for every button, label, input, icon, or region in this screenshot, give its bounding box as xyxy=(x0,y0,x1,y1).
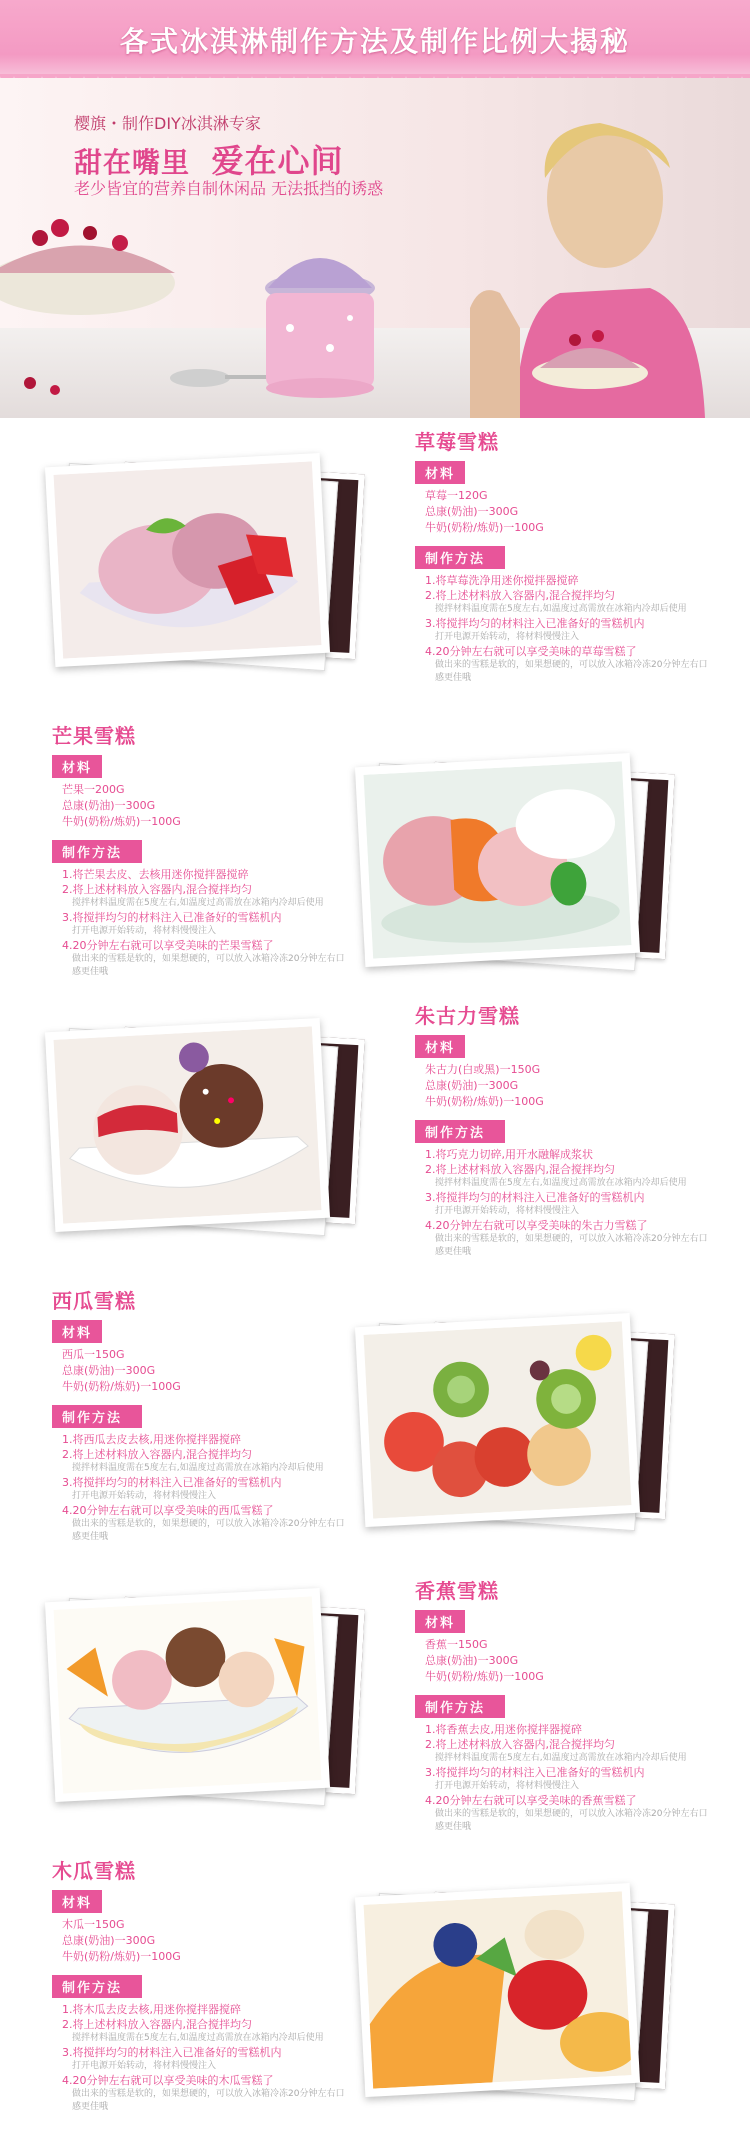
step-text: 1.将木瓜去皮去核,用迷你搅拌器搅碎 xyxy=(62,2003,241,2016)
step-list xyxy=(415,573,715,685)
step-text: 3.将搅拌均匀的材料注入已准备好的雪糕机内 xyxy=(425,617,645,630)
recipe-section-banana xyxy=(0,1575,750,1835)
step-text: 2.将上述材料放入容器内,混合搅拌均匀 xyxy=(62,2018,252,2031)
hero-slogan-part-b: 爱在心间 xyxy=(211,142,344,180)
recipe-chocolate xyxy=(415,1000,715,1259)
step-hint: 做出来的雪糕是软的，如果想硬的，可以放入冰箱冷冻20分钟左右口感更佳哦 xyxy=(435,660,708,683)
recipe-photo-watermelon xyxy=(360,1320,635,1520)
materials-tag: 材料 xyxy=(415,461,465,484)
step-hint: 打开电源开始转动，将材料慢慢注入 xyxy=(435,1206,580,1216)
banana-ice-cream-image xyxy=(53,1596,321,1793)
materials-tag: 材料 xyxy=(52,755,102,778)
step-text: 3.将搅拌均匀的材料注入已准备好的雪糕机内 xyxy=(425,1766,645,1779)
recipe-section-chocolate xyxy=(0,1000,750,1260)
strawberry-ice-cream-image xyxy=(53,461,321,658)
materials-tag: 材料 xyxy=(52,1890,102,1913)
ingredient-item: 木瓜一150G xyxy=(62,1918,125,1931)
recipe-title: 木瓜雪糕 xyxy=(52,1859,136,1883)
step-hint: 搅拌材料温度需在5度左右,如温度过高需放在冰箱内冷却后使用 xyxy=(72,898,324,908)
step-hint: 打开电源开始转动，将材料慢慢注入 xyxy=(435,632,580,642)
hero-subtitle: 老少皆宜的营养自制休闲品 无法抵挡的诱惑 xyxy=(74,179,384,198)
step-hint: 搅拌材料温度需在5度左右,如温度过高需放在冰箱内冷却后使用 xyxy=(435,604,687,614)
ingredient-item: 总康(奶油)一300G xyxy=(425,1079,519,1092)
hero-slogan-part-a: 甜在嘴里 xyxy=(74,146,191,179)
recipe-banana xyxy=(415,1575,715,1834)
recipe-papaya xyxy=(52,1855,352,2114)
step-hint: 搅拌材料温度需在5度左右,如温度过高需放在冰箱内冷却后使用 xyxy=(72,2033,324,2043)
step-text: 4.20分钟左右就可以享受美味的西瓜雪糕了 xyxy=(62,1504,274,1517)
ingredient-list xyxy=(415,1637,715,1685)
step-hint: 做出来的雪糕是软的，如果想硬的，可以放入冰箱冷冻20分钟左右口感更佳哦 xyxy=(72,954,345,977)
step-text: 3.将搅拌均匀的材料注入已准备好的雪糕机内 xyxy=(62,2046,282,2059)
step-text: 4.20分钟左右就可以享受美味的草莓雪糕了 xyxy=(425,645,637,658)
step-hint: 搅拌材料温度需在5度左右,如温度过高需放在冰箱内冷却后使用 xyxy=(72,1463,324,1473)
recipe-title: 芒果雪糕 xyxy=(52,724,136,748)
step-text: 4.20分钟左右就可以享受美味的木瓜雪糕了 xyxy=(62,2074,274,2087)
step-text: 3.将搅拌均匀的材料注入已准备好的雪糕机内 xyxy=(425,1191,645,1204)
step-list xyxy=(52,867,352,979)
recipe-section-papaya xyxy=(0,1855,750,2125)
step-hint: 打开电源开始转动，将材料慢慢注入 xyxy=(72,1491,217,1501)
materials-tag: 材料 xyxy=(415,1610,465,1633)
step-hint: 打开电源开始转动，将材料慢慢注入 xyxy=(72,2061,217,2071)
step-hint: 做出来的雪糕是软的，如果想硬的，可以放入冰箱冷冻20分钟左右口感更佳哦 xyxy=(435,1809,708,1832)
header-banner xyxy=(0,0,750,78)
recipe-section-watermelon xyxy=(0,1285,750,1545)
recipe-photo-papaya xyxy=(360,1890,635,2090)
step-text: 1.将芒果去皮、去核用迷你搅拌器搅碎 xyxy=(62,868,249,881)
recipe-photo-mango xyxy=(360,760,635,960)
ingredient-item: 芒果一200G xyxy=(62,783,125,796)
step-hint: 搅拌材料温度需在5度左右,如温度过高需放在冰箱内冷却后使用 xyxy=(435,1753,687,1763)
recipe-photo-strawberry xyxy=(50,460,325,660)
step-text: 1.将草莓洗净用迷你搅拌器搅碎 xyxy=(425,574,579,587)
recipe-mango xyxy=(52,720,352,979)
materials-tag: 材料 xyxy=(415,1035,465,1058)
ingredient-list xyxy=(52,1347,352,1395)
step-hint: 做出来的雪糕是软的，如果想硬的，可以放入冰箱冷冻20分钟左右口感更佳哦 xyxy=(72,2089,345,2112)
ingredient-item: 牛奶(奶粉/炼奶)一100G xyxy=(425,521,544,534)
ingredient-item: 草莓一120G xyxy=(425,489,488,502)
step-hint: 做出来的雪糕是软的，如果想硬的，可以放入冰箱冷冻20分钟左右口感更佳哦 xyxy=(72,1519,345,1542)
ingredient-item: 香蕉一150G xyxy=(425,1638,488,1651)
step-list xyxy=(415,1147,715,1259)
ingredient-list xyxy=(52,1917,352,1965)
recipe-section-mango xyxy=(0,720,750,980)
recipe-title: 草莓雪糕 xyxy=(415,430,499,454)
step-hint: 做出来的雪糕是软的，如果想硬的，可以放入冰箱冷冻20分钟左右口感更佳哦 xyxy=(435,1234,708,1257)
step-list xyxy=(52,2002,352,2114)
recipe-watermelon xyxy=(52,1285,352,1544)
ingredient-item: 总康(奶油)一300G xyxy=(425,505,519,518)
step-list xyxy=(52,1432,352,1544)
ingredient-item: 牛奶(奶粉/炼奶)一100G xyxy=(62,815,181,828)
method-tag: 制作方法 xyxy=(415,1695,505,1718)
ingredient-list xyxy=(415,488,715,536)
recipe-title: 香蕉雪糕 xyxy=(415,1579,499,1603)
ingredient-item: 牛奶(奶粉/炼奶)一100G xyxy=(425,1670,544,1683)
step-text: 2.将上述材料放入容器内,混合搅拌均匀 xyxy=(62,883,252,896)
ingredient-item: 西瓜一150G xyxy=(62,1348,125,1361)
method-tag: 制作方法 xyxy=(415,546,505,569)
step-text: 2.将上述材料放入容器内,混合搅拌均匀 xyxy=(425,589,615,602)
step-hint: 搅拌材料温度需在5度左右,如温度过高需放在冰箱内冷却后使用 xyxy=(435,1178,687,1188)
step-text: 1.将巧克力切碎,用开水融解成浆状 xyxy=(425,1148,593,1161)
chocolate-ice-cream-image xyxy=(53,1026,321,1223)
step-hint: 打开电源开始转动，将材料慢慢注入 xyxy=(435,1781,580,1791)
hero-brand: 樱旗・制作DIY冰淇淋专家 xyxy=(74,114,261,133)
step-text: 2.将上述材料放入容器内,混合搅拌均匀 xyxy=(62,1448,252,1461)
step-text: 1.将香蕉去皮,用迷你搅拌器搅碎 xyxy=(425,1723,582,1736)
step-text: 3.将搅拌均匀的材料注入已准备好的雪糕机内 xyxy=(62,1476,282,1489)
step-text: 4.20分钟左右就可以享受美味的朱古力雪糕了 xyxy=(425,1219,648,1232)
ingredient-item: 总康(奶油)一300G xyxy=(62,799,156,812)
ingredient-item: 朱古力(白或黑)一150G xyxy=(425,1063,541,1076)
ingredient-item: 总康(奶油)一300G xyxy=(62,1934,156,1947)
ingredient-item: 总康(奶油)一300G xyxy=(425,1654,519,1667)
recipe-photo-banana xyxy=(50,1595,325,1795)
papaya-ice-cream-image xyxy=(363,1891,631,2088)
page-title: 各式冰淇淋制作方法及制作比例大揭秘 xyxy=(119,25,630,58)
method-tag: 制作方法 xyxy=(52,1405,142,1428)
step-text: 1.将西瓜去皮去核,用迷你搅拌器搅碎 xyxy=(62,1433,241,1446)
step-text: 2.将上述材料放入容器内,混合搅拌均匀 xyxy=(425,1163,615,1176)
method-tag: 制作方法 xyxy=(52,840,142,863)
recipe-strawberry xyxy=(415,426,715,685)
step-text: 2.将上述材料放入容器内,混合搅拌均匀 xyxy=(425,1738,615,1751)
ingredient-list xyxy=(415,1062,715,1110)
method-tag: 制作方法 xyxy=(52,1975,142,1998)
ingredient-item: 总康(奶油)一300G xyxy=(62,1364,156,1377)
step-hint: 打开电源开始转动，将材料慢慢注入 xyxy=(72,926,217,936)
recipe-photo-chocolate xyxy=(50,1025,325,1225)
hero-section xyxy=(0,78,750,418)
recipe-title: 西瓜雪糕 xyxy=(52,1289,136,1313)
step-text: 4.20分钟左右就可以享受美味的芒果雪糕了 xyxy=(62,939,274,952)
step-text: 3.将搅拌均匀的材料注入已准备好的雪糕机内 xyxy=(62,911,282,924)
recipe-title: 朱古力雪糕 xyxy=(415,1004,520,1028)
step-text: 4.20分钟左右就可以享受美味的香蕉雪糕了 xyxy=(425,1794,637,1807)
materials-tag: 材料 xyxy=(52,1320,102,1343)
ingredient-list xyxy=(52,782,352,830)
watermelon-ice-cream-image xyxy=(363,1321,631,1518)
ingredient-item: 牛奶(奶粉/炼奶)一100G xyxy=(425,1095,544,1108)
method-tag: 制作方法 xyxy=(415,1120,505,1143)
recipe-section-strawberry xyxy=(0,430,750,690)
step-list xyxy=(415,1722,715,1834)
ingredient-item: 牛奶(奶粉/炼奶)一100G xyxy=(62,1950,181,1963)
ingredient-item: 牛奶(奶粉/炼奶)一100G xyxy=(62,1380,181,1393)
mango-ice-cream-image xyxy=(363,761,631,958)
